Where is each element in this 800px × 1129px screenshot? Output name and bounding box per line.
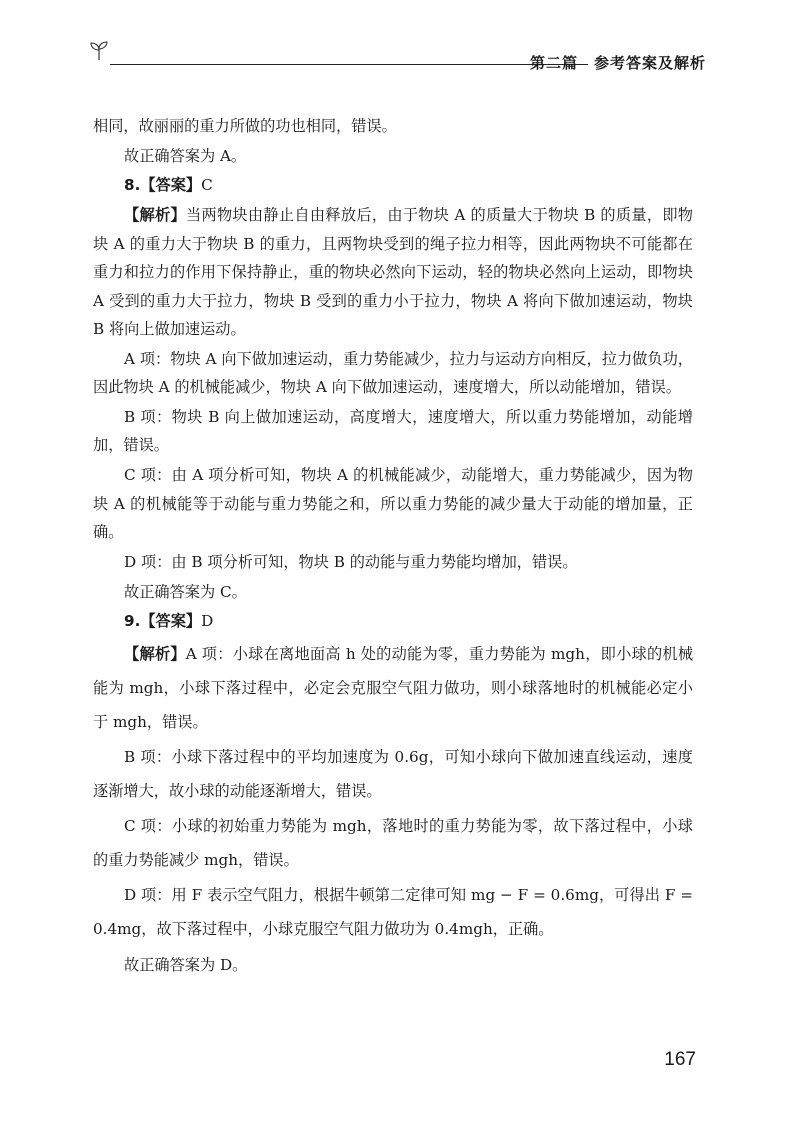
paragraph-text: B 项：小球下落过程中的平均加速度为 0.6g，可知小球向下做加速直线运动，速度逐渐增大，故小球的动能逐渐增大，错误。	[93, 748, 693, 801]
answer-tag: 8.【答案】	[124, 176, 202, 195]
paragraph	[93, 948, 693, 982]
analysis-tag: 【解析】	[124, 206, 186, 225]
paragraph-text: D 项：用 F 表示空气阻力，根据牛顿第二定律可知 mg − F = 0.6mg，可得出 F = 0.4mg，故下落过程中，小球克服空气阻力做功为 0.4mgh，正确。	[93, 886, 693, 939]
paragraph-text: 当两物块由静止自由释放后，由于物块 A 的质量大于物块 B 的质量，即物块 A 的重力大于物块 B 的重力，且两物块受到的绳子拉力相等，因此两物块不可能都在重力和拉力的作用下保持静止，重的物块必然向下运动，轻的物块必然向上运动，即物块 A 受到的重力大于拉力，物块 B 受到的重力小于拉力，物块 A 将向下做加速运动，物块 B 将向上做加速运动。	[93, 206, 693, 339]
answer-line-9	[93, 607, 693, 636]
paragraph	[93, 548, 693, 577]
paragraph-text: 相同，故丽丽的重力所做的功也相同，错误。	[93, 117, 397, 135]
answer-tag: 9.【答案】	[124, 612, 202, 631]
page-header	[88, 40, 706, 76]
paragraph-text: D 项：由 B 项分析可知，物块 B 的动能与重力势能均增加，错误。	[124, 552, 578, 571]
paragraph-text: 故正确答案为 D。	[124, 955, 248, 974]
analysis-paragraph	[93, 637, 693, 739]
answer-line-8	[93, 171, 693, 200]
paragraph	[93, 461, 693, 547]
paragraph	[93, 112, 693, 141]
paragraph	[93, 578, 693, 607]
answer-content	[93, 112, 693, 983]
analysis-paragraph	[93, 201, 693, 344]
answer-value: D	[201, 612, 214, 631]
paragraph-text: C 项：小球的初始重力势能为 mgh，落地时的重力势能为零，故下落过程中，小球的重力势能减少 mgh，错误。	[93, 817, 693, 870]
paragraph	[93, 878, 693, 946]
paragraph-text: 故正确答案为 A。	[124, 146, 247, 165]
paragraph	[93, 740, 693, 808]
paragraph-text: A 项：物块 A 向下做加速运动，重力势能减少，拉力与运动方向相反，拉力做负功，因此物块 A 的机械能减少，物块 A 向下做加速运动，速度增大，所以动能增加，错误。	[93, 349, 693, 397]
sprout-icon	[88, 40, 110, 62]
paragraph	[93, 345, 693, 402]
paragraph-text: C 项：由 A 项分析可知，物块 A 的机械能减少，动能增大，重力势能减少，因为物块 A 的机械能等于动能与重力势能之和，所以重力势能的减少量大于动能的增加量，正确。	[93, 466, 693, 542]
paragraph-text: A 项：小球在离地面高 h 处的动能为零，重力势能为 mgh，即小球的机械能为 mgh，小球下落过程中，必定会克服空气阻力做功，则小球落地时的机械能必定小于 mgh，错误。	[93, 644, 694, 731]
header-rule	[110, 64, 588, 65]
answer-value: C	[201, 176, 213, 195]
paragraph-text: 故正确答案为 C。	[124, 582, 247, 601]
paragraph	[93, 142, 693, 171]
paragraph	[93, 809, 693, 877]
page-number: 167	[664, 1049, 696, 1070]
analysis-tag: 【解析】	[124, 644, 186, 663]
paragraph	[93, 403, 693, 460]
header-title: 第二篇 参考答案及解析	[529, 54, 706, 72]
paragraph-text: B 项：物块 B 向上做加速运动，高度增大，速度增大，所以重力势能增加，动能增加，错误。	[93, 407, 693, 455]
